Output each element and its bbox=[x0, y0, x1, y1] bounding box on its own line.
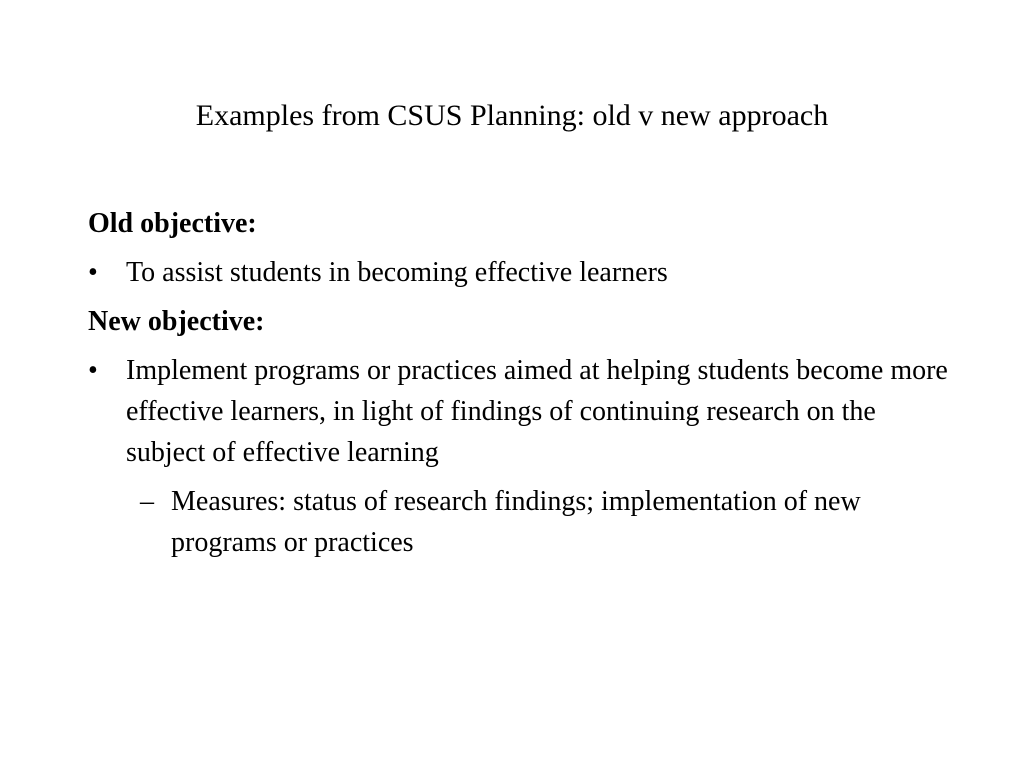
old-objective-bullet bbox=[88, 252, 948, 293]
bullet-mark: • bbox=[88, 355, 98, 386]
measures-sub-bullet bbox=[126, 481, 948, 563]
bullet-mark: • bbox=[88, 257, 98, 288]
slide-body bbox=[88, 203, 948, 563]
old-objective-heading: Old objective: bbox=[88, 208, 257, 239]
new-objective-heading: New objective: bbox=[88, 306, 265, 337]
slide-title: Examples from CSUS Planning: old v new approach bbox=[195, 99, 829, 132]
new-objective-text: Implement programs or practices aimed at helping students become more effective learners, in light of findings of continuing research on the subject of effective learning bbox=[126, 355, 948, 468]
old-objective-text: To assist students in becoming effective learners bbox=[126, 257, 668, 288]
new-objective-bullet bbox=[88, 350, 948, 473]
measures-text: Measures: status of research findings; implementation of new programs or practices bbox=[171, 486, 861, 558]
dash-mark: – bbox=[140, 486, 154, 517]
